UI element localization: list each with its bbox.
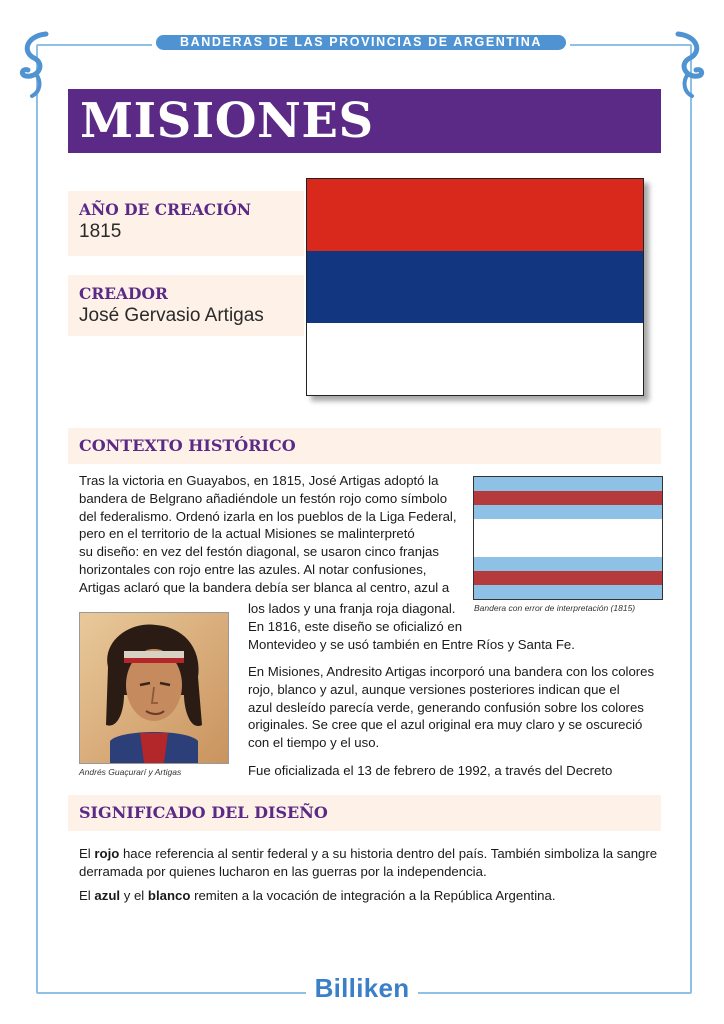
misiones-flag	[306, 178, 644, 396]
meaning-line: derramada por quienes lucharon en las guerras por la independencia.	[79, 863, 487, 879]
creator-value: José Gervasio Artigas	[79, 305, 264, 326]
context-line: Tras la victoria en Guayabos, en 1815, José Artigas adoptó la	[79, 473, 439, 488]
context-line: con el tiempo y el uso.	[248, 735, 380, 751]
err-flag-stripe-lightblue	[474, 477, 662, 491]
context-line: pero en el territorio de la actual Misiones se malinterpretó	[79, 526, 415, 542]
series-banner	[152, 33, 570, 52]
meaning-heading-bar	[68, 795, 661, 831]
context-line: del federalismo. Ordenó izarla en los pueblos de la Liga Federal,	[79, 508, 457, 524]
context-heading: CONTEXTO HISTÓRICO	[79, 436, 296, 455]
meaning-paragraph-2	[79, 887, 555, 905]
context-paragraph-2	[248, 663, 654, 752]
billiken-logo-text: Billiken	[314, 972, 410, 1003]
flag-stripe-white	[307, 323, 643, 395]
meaning-text: El	[79, 846, 95, 861]
meaning-keyword-red: rojo	[94, 846, 120, 861]
flag-stripe-red	[307, 179, 643, 251]
ribbon-ornament-left	[16, 30, 56, 104]
err-flag-stripe-lightblue	[474, 505, 662, 519]
err-flag-stripe-red	[474, 571, 662, 585]
meaning-keyword-white: blanco	[147, 888, 191, 903]
meaning-heading: SIGNIFICADO DEL DISEÑO	[79, 803, 328, 822]
meaning-text: y el	[120, 888, 148, 903]
context-line: En 1816, este diseño se oficializó en	[248, 618, 463, 634]
creator-box	[68, 275, 304, 336]
year-label: AÑO DE CREACIÓN	[79, 200, 252, 219]
series-banner-text: BANDERAS DE LAS PROVINCIAS DE ARGENTINA	[156, 35, 566, 50]
context-line: rojo, blanco y azul, aunque versiones posteriores indican que el	[248, 681, 620, 697]
err-flag-stripe-red	[474, 491, 662, 505]
flag-stripe-blue	[307, 251, 643, 323]
creator-label: CREADOR	[79, 284, 168, 303]
context-line: Montevideo y se usó también en Entre Ríos y Santa Fe.	[248, 636, 575, 652]
error-flag-caption: Bandera con error de interpretación (1815)	[474, 603, 636, 613]
meaning-text: remiten a la vocación de integración a la República Argentina.	[190, 888, 556, 903]
meaning-paragraph-1	[79, 845, 657, 881]
meaning-line	[79, 845, 657, 863]
context-heading-bar	[68, 428, 661, 464]
context-line: bandera de Belgrano añadiéndole un festón rojo como símbolo	[79, 490, 448, 506]
title-bar	[68, 89, 661, 153]
context-line: horizontales con rojo entre las azules. Al notar confusiones,	[79, 561, 427, 577]
meaning-keyword-blue: azul	[94, 888, 121, 903]
ribbon-ornament-right	[668, 30, 708, 104]
context-line: los lados y una franja roja diagonal.	[248, 601, 456, 616]
context-line: su diseño: en vez del festón diagonal, se usaron cinco franjas	[79, 544, 439, 560]
context-line: azul desleído parecía verde, generando confusión sobre los colores	[248, 699, 644, 715]
context-paragraph-3: Fue oficializada el 13 de febrero de 1992, a través del Decreto	[248, 763, 613, 778]
year-box	[68, 191, 304, 256]
portrait-caption: Andrés Guaçurarí y Artigas	[79, 767, 182, 777]
billiken-logo	[306, 968, 418, 1008]
meaning-text: El	[79, 888, 95, 903]
meaning-text: hace referencia al sentir federal y a su historia dentro del país. También simboliza la sangre	[119, 846, 658, 861]
portrait-illustration	[80, 613, 228, 763]
context-line: originales. Se cree que el azul original era muy claro y se oscureció	[248, 717, 643, 733]
context-line: Artigas aclaró que la bandera debía ser blanca al centro, azul a	[79, 579, 450, 595]
artigas-portrait	[79, 612, 229, 764]
err-flag-stripe-lightblue	[474, 585, 662, 599]
year-value: 1815	[79, 221, 122, 242]
context-line: En Misiones, Andresito Artigas incorporó una bandera con los colores	[248, 664, 655, 679]
err-flag-stripe-lightblue	[474, 557, 662, 571]
misinterpreted-flag	[473, 476, 663, 600]
province-title: MISIONES	[80, 93, 374, 149]
context-paragraph-1	[79, 472, 457, 597]
